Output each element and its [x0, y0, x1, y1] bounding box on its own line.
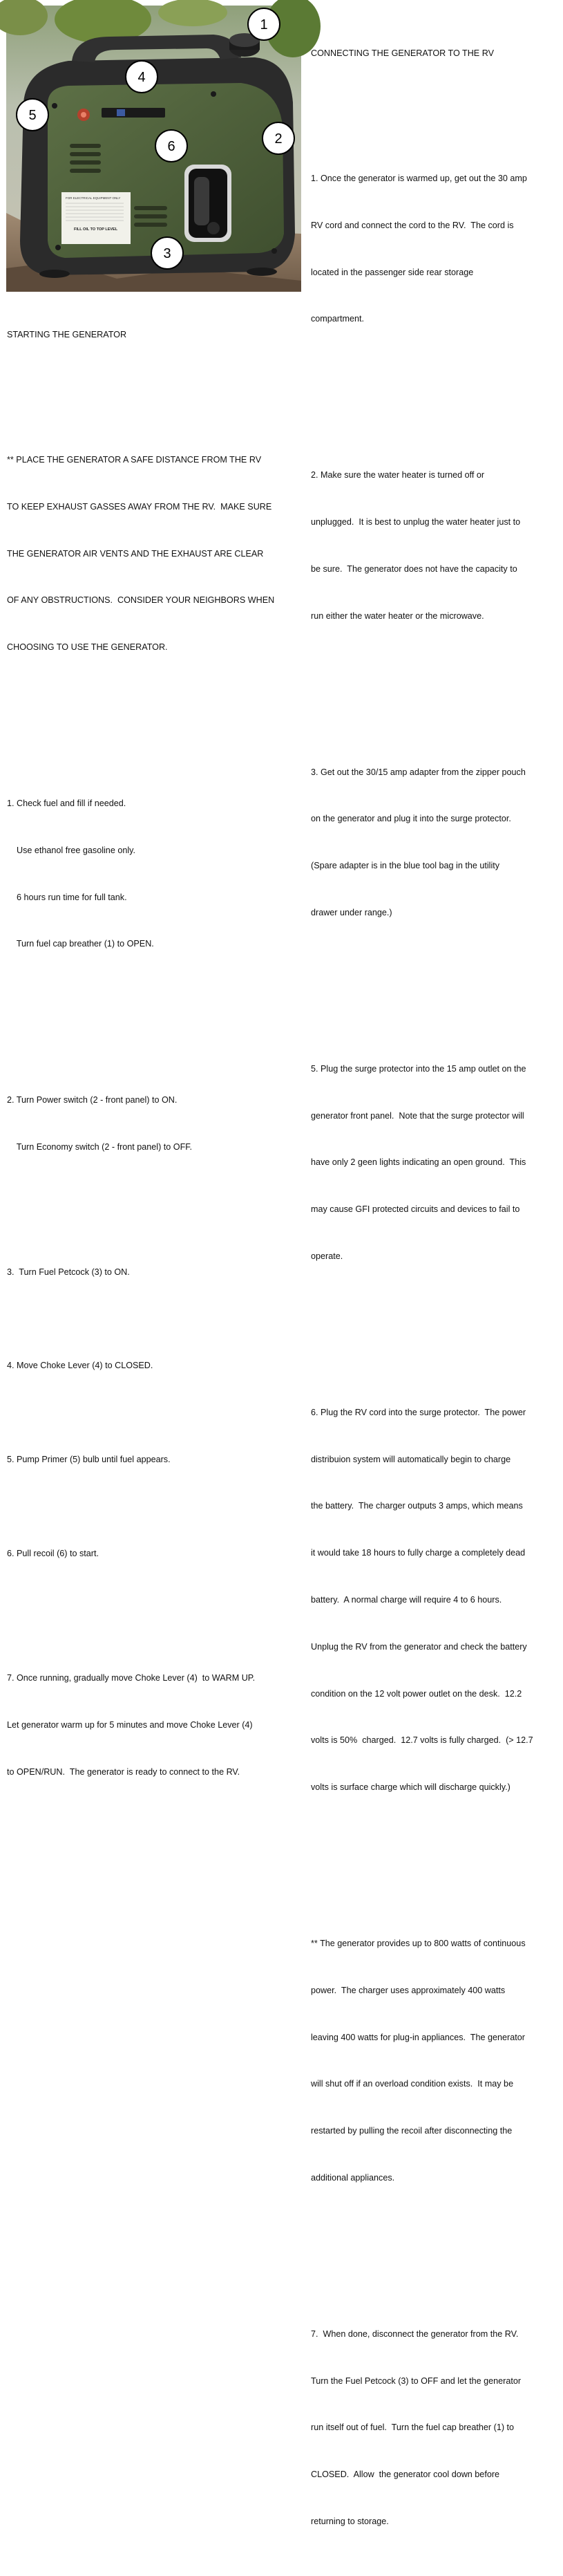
paragraph-line: (Spare adapter is in the blue tool bag in the utility [311, 861, 500, 871]
paragraph-line: the battery. The charger outputs 3 amps, which means [311, 1501, 523, 1511]
callout-6 [155, 130, 187, 162]
paragraph-line: RV cord and connect the cord to the RV. The cord is [311, 220, 514, 230]
wattage-note [311, 1905, 533, 2217]
paragraph-line: ** The generator provides up to 800 watts of continuous [311, 1939, 526, 1949]
paragraph-line: compartment. [311, 314, 364, 324]
callout-number: 1 [260, 17, 268, 32]
paragraph-line: be sure. The generator does not have the capacity to [311, 563, 517, 574]
step-4: 4. Move Choke Lever (4) to CLOSED. [7, 1361, 153, 1371]
step-3: 3. Turn Fuel Petcock (3) to ON. [7, 1267, 130, 1277]
step-2 [7, 1061, 274, 1186]
connecting-heading: CONNECTING THE GENERATOR TO THE RV [311, 48, 494, 59]
callout-number: 3 [163, 246, 171, 261]
starting-heading: STARTING THE GENERATOR [7, 330, 127, 340]
step-line: 6 hours run time for full tank. [7, 892, 127, 902]
callout-number: 2 [274, 131, 283, 147]
callout-2 [263, 122, 294, 154]
step-line: Turn Economy switch (2 - front panel) to OFF. [7, 1142, 193, 1152]
connect-step-2 [311, 436, 533, 655]
paragraph-line: located in the passenger side rear storage [311, 267, 474, 277]
warning-line: CHOOSING TO USE THE GENERATOR. [7, 642, 168, 653]
paragraph-line: additional appliances. [311, 2172, 395, 2183]
paragraph-line: 6. Plug the RV cord into the surge protector. The power [311, 1407, 526, 1417]
paragraph-line: it would take 18 hours to fully charge a completely dead [311, 1548, 526, 1558]
paragraph-line: run itself out of fuel. Turn the fuel cap breather (1) to [311, 2423, 515, 2433]
step-7 [7, 1639, 274, 1811]
paragraph-line: generator front panel. Note that the surge protector will [311, 1110, 524, 1121]
paragraph-line: drawer under range.) [311, 907, 392, 917]
connect-step-5 [311, 1030, 533, 1296]
paragraph-line: battery. A normal charge will require 4 to 6 hours. [311, 1594, 502, 1605]
paragraph-line: leaving 400 watts for plug-in appliances. The generator [311, 2032, 525, 2042]
connect-step-3 [311, 733, 533, 951]
warning-line: ** PLACE THE GENERATOR A SAFE DISTANCE FROM THE RV [7, 454, 262, 465]
connecting-section [311, 15, 533, 2576]
paragraph-line: unplugged. It is best to unplug the water heater just to [311, 517, 521, 527]
paragraph-line: 7. When done, disconnect the generator from the RV. [311, 2328, 519, 2339]
label-fill-oil: FILL OIL TO TOP LEVEL [74, 227, 118, 232]
paragraph-line: 3. Get out the 30/15 amp adapter from the zipper pouch [311, 767, 526, 777]
paragraph-line: Turn the Fuel Petcock (3) to OFF and let the generator [311, 2376, 522, 2386]
step-line: 7. Once running, gradually move Choke Lever (4) to WARM UP. [7, 1673, 256, 1683]
paragraph-line: operate. [311, 1251, 343, 1261]
starting-section [7, 296, 274, 1827]
step-line: 2. Turn Power switch (2 - front panel) to ON. [7, 1095, 178, 1105]
callout-5 [17, 99, 48, 131]
label-title: FOR ELECTRICAL EQUIPMENT ONLY [66, 196, 121, 200]
paragraph-line: will shut off if an overload condition exists. It may be [311, 2079, 514, 2089]
paragraph-line: distribuion system will automatically begin to charge [311, 1454, 511, 1464]
step-line: Let generator warm up for 5 minutes and move Choke Lever (4) [7, 1720, 253, 1730]
paragraph-line: returning to storage. [311, 2517, 389, 2526]
generator-photo [6, 6, 301, 292]
paragraph-line: restarted by pulling the recoil after disconnecting the [311, 2126, 513, 2136]
paragraph-line: 5. Plug the surge protector into the 15 amp outlet on the [311, 1063, 526, 1074]
warning-line: OF ANY OBSTRUCTIONS. CONSIDER YOUR NEIGHBORS WHEN [7, 595, 275, 606]
paragraph-line: 1. Once the generator is warmed up, get out the 30 amp [311, 173, 527, 183]
callout-number: 6 [167, 139, 175, 154]
paragraph-line: run either the water heater or the microwave. [311, 610, 484, 621]
paragraph-line: have only 2 geen lights indicating an open ground. This [311, 1157, 526, 1168]
paragraph-line: volts is 50% charged. 12.7 volts is fully charged. (> 12.7 [311, 1735, 533, 1746]
paragraph-line: Unplug the RV from the generator and check the battery [311, 1641, 527, 1652]
warning-line: TO KEEP EXHAUST GASSES AWAY FROM THE RV. MAKE SURE [7, 501, 272, 512]
step-line: 1. Check fuel and fill if needed. [7, 799, 126, 808]
callout-4 [126, 61, 158, 93]
callout-number: 5 [28, 108, 37, 123]
connect-step-7 [311, 2295, 533, 2561]
step-6: 6. Pull recoil (6) to start. [7, 1548, 99, 1558]
safety-warning [7, 421, 274, 687]
step-line: Use ethanol free gasoline only. [7, 845, 135, 855]
paragraph-line: condition on the 12 volt power outlet on the desk. 12.2 [311, 1688, 522, 1699]
callout-number: 4 [137, 70, 146, 85]
callout-1 [248, 8, 280, 40]
connect-step-1 [311, 140, 533, 358]
step-5: 5. Pump Primer (5) bulb until fuel appears. [7, 1454, 171, 1464]
connect-step-6 [311, 1374, 533, 1827]
paragraph-line: 2. Make sure the water heater is turned off or [311, 470, 485, 480]
paragraph-line: volts is surface charge which will discharge quickly.) [311, 1782, 510, 1793]
paragraph-line: power. The charger uses approximately 400 watts [311, 1985, 506, 1995]
step-line: to OPEN/RUN. The generator is ready to connect to the RV. [7, 1766, 240, 1777]
callout-3 [151, 237, 183, 269]
step-line: Turn fuel cap breather (1) to OPEN. [7, 939, 154, 949]
step-1 [7, 765, 274, 983]
paragraph-line: on the generator and plug it into the surge protector. [311, 814, 511, 824]
paragraph-line: CLOSED. Allow the generator cool down before [311, 2470, 500, 2480]
paragraph-line: may cause GFI protected circuits and devices to fail to [311, 1204, 520, 1215]
warning-line: THE GENERATOR AIR VENTS AND THE EXHAUST ARE CLEAR [7, 548, 264, 559]
